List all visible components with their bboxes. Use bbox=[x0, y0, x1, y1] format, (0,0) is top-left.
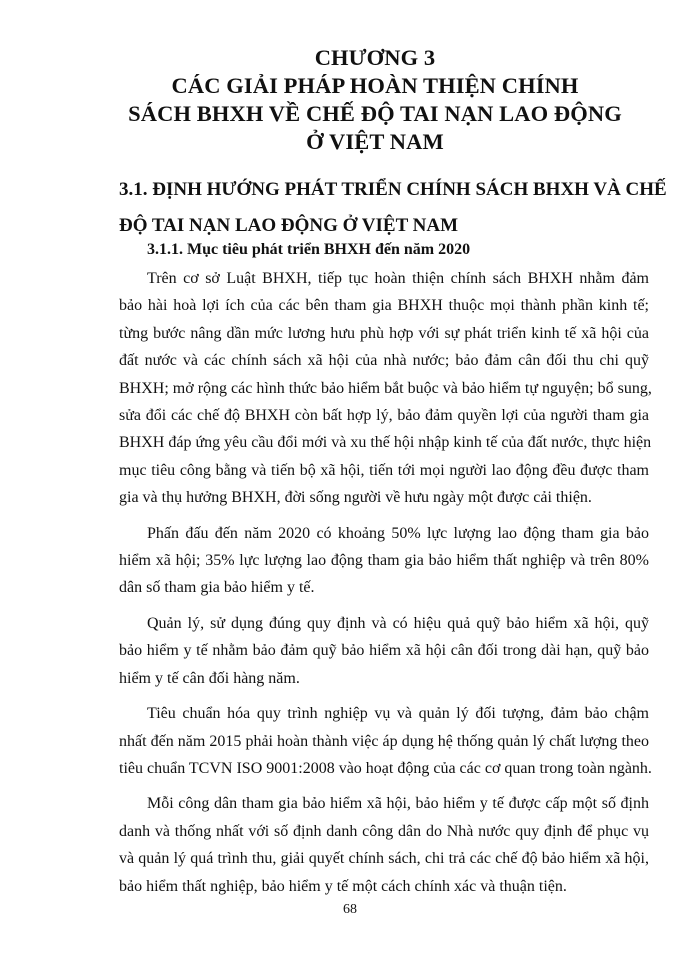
subsection-heading: 3.1.1. Mục tiêu phát triển BHXH đến năm 2020 bbox=[147, 241, 471, 258]
text-line: từng bước nâng dần mức lương hưu phù hợp với sự phát triển kinh tế xã hội của bbox=[119, 324, 649, 342]
paragraph bbox=[119, 610, 649, 692]
text-line: mục tiêu công bằng và tiến bộ xã hội, tiến tới mọi người lao động đều được tham bbox=[119, 461, 649, 479]
chapter-title-line: SÁCH BHXH VỀ CHẾ ĐỘ TAI NẠN LAO ĐỘNG bbox=[128, 101, 622, 126]
body-text bbox=[119, 265, 652, 908]
section-heading-line: ĐỘ TAI NẠN LAO ĐỘNG Ở VIỆT NAM bbox=[119, 215, 459, 236]
paragraph bbox=[119, 265, 652, 512]
text-line: bảo hiểm thất nghiệp, bảo hiểm y tế một cách chính xác và thuận tiện. bbox=[119, 877, 567, 895]
text-line: bảo hiểm y tế nhằm bảo đảm quỹ bảo hiểm xã hội cân đối trong dài hạn, quỹ bảo bbox=[119, 642, 649, 660]
page-number: 68 bbox=[343, 902, 357, 917]
text-line: gia và thụ hưởng BHXH, đời sống người về hưu ngày một được cải thiện. bbox=[119, 489, 592, 507]
text-line: Quản lý, sử dụng đúng quy định và có hiệu quả quỹ bảo hiểm xã hội, quỹ bbox=[147, 614, 649, 632]
text-line: bảo hài hoà lợi ích của các bên tham gia BHXH thuộc mọi thành phần kinh tế; bbox=[119, 297, 649, 315]
paragraph bbox=[119, 790, 649, 900]
text-line: hiểm xã hội; 35% lực lượng lao động tham gia bảo hiểm thất nghiệp và trên 80% bbox=[119, 552, 649, 570]
text-line: BHXH đáp ứng yêu cầu đổi mới và xu thế hội nhập kinh tế của đất nước, thực hiện bbox=[119, 434, 652, 452]
text-line: sửa đổi các chế độ BHXH còn bất hợp lý, bảo đảm quyền lợi của người tham gia bbox=[119, 407, 649, 425]
text-line: nhất đến năm 2015 phải hoàn thành việc áp dụng hệ thống quản lý chất lượng theo bbox=[119, 732, 649, 750]
text-line: Trên cơ sở Luật BHXH, tiếp tục hoàn thiện chính sách BHXH nhằm đảm bbox=[147, 270, 649, 287]
chapter-title-line: CÁC GIẢI PHÁP HOÀN THIỆN CHÍNH bbox=[171, 73, 579, 98]
text-line: dân số tham gia bảo hiểm y tế. bbox=[119, 579, 315, 597]
text-line: Tiêu chuẩn hóa quy trình nghiệp vụ và quản lý đối tượng, đảm bảo chậm bbox=[147, 705, 649, 723]
text-line: BHXH; mở rộng các hình thức bảo hiểm bắt buộc và bảo hiểm tự nguyện; bổ sung, bbox=[119, 379, 652, 397]
text-line: danh và thống nhất với số định danh công dân do Nhà nước quy định để phục vụ bbox=[119, 822, 649, 840]
chapter-title-line: Ở VIỆT NAM bbox=[306, 129, 444, 154]
paragraph bbox=[119, 520, 649, 602]
chapter-title bbox=[96, 44, 654, 156]
text-line: và quản lý quá trình thu, giải quyết chính sách, chi trả các chế độ bảo hiểm xã hội, bbox=[119, 850, 649, 868]
text-line: hiểm y tế cân đối hàng năm. bbox=[119, 669, 300, 687]
text-line: Mỗi công dân tham gia bảo hiểm xã hội, bảo hiểm y tế được cấp một số định bbox=[147, 795, 649, 813]
section-heading bbox=[119, 172, 667, 244]
section-heading-line: 3.1. ĐỊNH HƯỚNG PHÁT TRIỂN CHÍNH SÁCH BHXH VÀ CHẾ bbox=[119, 179, 667, 200]
text-line: Phấn đấu đến năm 2020 có khoảng 50% lực lượng lao động tham gia bảo bbox=[147, 524, 649, 542]
paragraph bbox=[119, 700, 652, 782]
text-line: đất nước và các chính sách xã hội của nhà nước; bảo đảm cân đối thu chi quỹ bbox=[119, 352, 649, 370]
chapter-number: CHƯƠNG 3 bbox=[314, 45, 436, 70]
text-line: tiêu chuẩn TCVN ISO 9001:2008 vào hoạt động của các cơ quan trong toàn ngành. bbox=[119, 759, 652, 777]
